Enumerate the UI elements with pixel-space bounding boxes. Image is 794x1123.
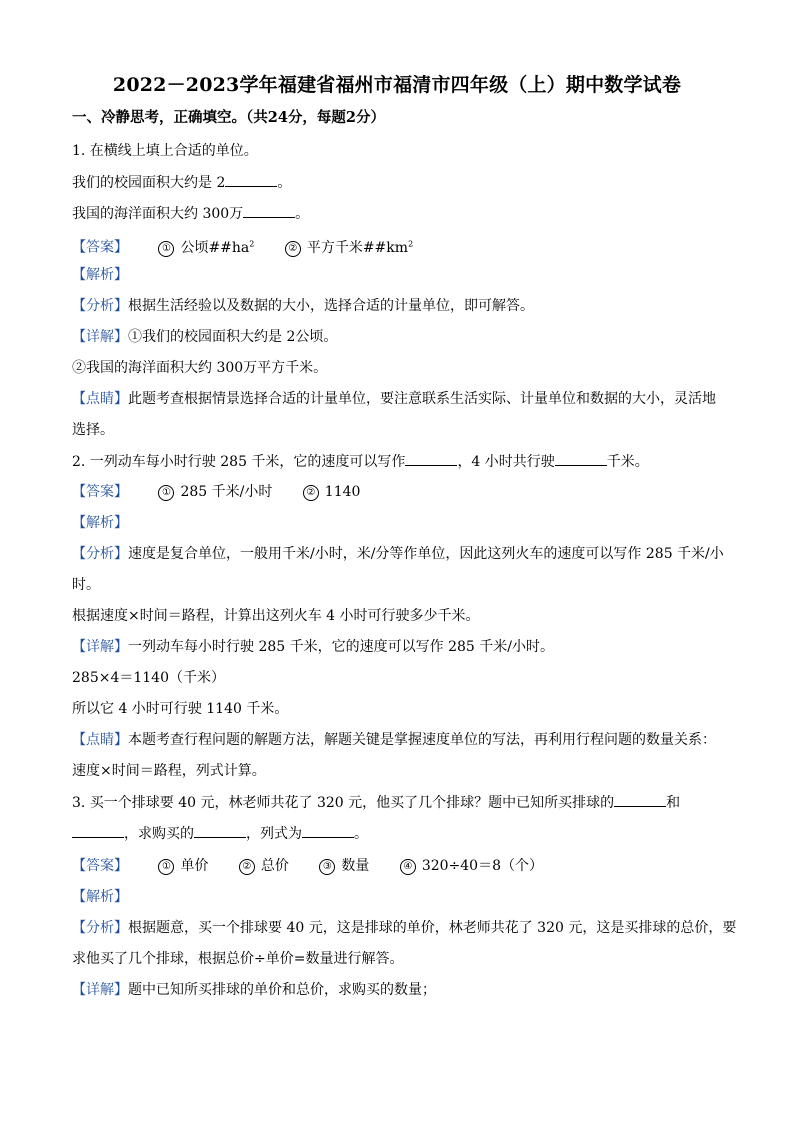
section-heading: 一、冷静思考，正确填空。（共24分，每题2分） [72, 109, 386, 126]
xiangjie-label: 【详解】 [72, 639, 128, 655]
answer-item-2 [239, 858, 289, 874]
q2-calc: 285×4＝1140（千米） [72, 670, 225, 686]
xiangjie-text: ①我们的校园面积大约是 2公顷。 [128, 329, 338, 345]
fenxi-label: 【分析】 [72, 546, 128, 562]
q1-line-a-text: 我们的校园面积大约是 2 [72, 175, 226, 191]
fill-blank[interactable] [72, 823, 124, 838]
q3-fenxi-2: 求他买了几个排球，根据总价÷单价=数量进行解答。 [72, 951, 404, 967]
fenxi-label: 【分析】 [72, 920, 128, 936]
q2-fenxi-3: 根据速度×时间＝路程，计算出这列火车 4 小时可行驶多少千米。 [72, 608, 480, 624]
dianjing-text: 此题考查根据情景选择合适的计量单位，要注意联系生活实际、计量单位和数据的大小，灵活地 [128, 391, 716, 407]
answer-item-3 [319, 858, 369, 874]
xiangjie-label: 【详解】 [72, 982, 128, 998]
fill-blank[interactable] [405, 451, 457, 466]
answer-label: 【答案】 [72, 858, 128, 874]
superscript: 2 [408, 239, 414, 248]
analysis-label: 【解析】 [72, 515, 128, 531]
q3-xiangjie [72, 980, 722, 1000]
q2-stem-c: 千米。 [606, 454, 649, 470]
q2-fenxi [72, 544, 722, 564]
q2-fenxi-2: 时。 [72, 577, 100, 593]
answer-item-1 [158, 858, 208, 874]
q1-line-a-end: 。 [277, 175, 292, 191]
analysis-label: 【解析】 [72, 267, 128, 283]
q1-dianjing-2: 选择。 [72, 422, 114, 438]
q1-xiangjie [72, 327, 722, 347]
fill-blank[interactable] [243, 203, 295, 218]
analysis-label: 【解析】 [72, 889, 128, 905]
q3-answer [72, 856, 722, 876]
answer-item-4 [400, 858, 543, 874]
circle-marker-4: ④ [400, 859, 416, 875]
q1-stem: 1. 在横线上填上合适的单位。 [72, 143, 258, 159]
q1-fenxi [72, 296, 722, 316]
circle-marker-3: ③ [319, 859, 335, 875]
fill-blank[interactable] [194, 823, 246, 838]
answer-item-1 [158, 484, 272, 500]
q3-stem-c: ，求购买的 [124, 826, 194, 842]
answer-item-1 [158, 240, 254, 256]
q1-line-b-end: 。 [295, 206, 310, 222]
answer-text: 1140 [324, 484, 361, 500]
fenxi-label: 【分析】 [72, 298, 128, 314]
answer-text: 公顷##ha [180, 239, 250, 256]
q1-line-b-text: 我国的海洋面积大约 300万 [72, 206, 244, 222]
q3-stem-b: 和 [666, 795, 681, 811]
answer-label: 【答案】 [72, 239, 128, 256]
circle-marker-2: ② [239, 859, 255, 875]
circle-marker-1: ① [158, 241, 174, 257]
q1-answer [72, 234, 722, 258]
superscript: 2 [249, 239, 255, 248]
fill-blank[interactable] [614, 792, 666, 807]
q3-fenxi [72, 918, 737, 938]
answer-text: 285 千米/小时 [180, 484, 273, 500]
answer-text: 数量 [341, 858, 370, 874]
dianjing-label: 【点睛】 [72, 732, 128, 748]
xiangjie-label: 【详解】 [72, 329, 128, 345]
fill-blank[interactable] [302, 823, 354, 838]
answer-item-2 [285, 240, 413, 256]
dianjing-text: 本题考查行程问题的解题方法，解题关键是掌握速度单位的写法，再利用行程问题的数量关系： [128, 732, 716, 748]
fill-blank[interactable] [225, 172, 277, 187]
q3-stem-e: 。 [354, 826, 368, 842]
q2-stem [72, 451, 722, 472]
q3-stem-d: ，列式为 [246, 826, 302, 842]
q3-stem [72, 792, 722, 813]
answer-item-2 [303, 484, 361, 500]
q1-dianjing [72, 389, 722, 409]
q3-stem-a: 3. 买一个排球要 40 元，林老师共花了 320 元，他买了几个排球？题中已知所买排球的 [72, 795, 615, 811]
q2-answer [72, 482, 722, 502]
fill-blank[interactable] [555, 451, 607, 466]
circle-marker-2: ② [303, 485, 319, 501]
answer-text: 总价 [260, 858, 289, 874]
answer-text: 单价 [180, 858, 209, 874]
q2-stem-b: ，4 小时共行驶 [457, 454, 555, 470]
q1-xiangjie-2: ②我国的海洋面积大约 300万平方千米。 [72, 360, 328, 376]
fenxi-text: 根据题意，买一个排球要 40 元，这是排球的单价，林老师共花了 320 元，这是买排球的总价，要 [128, 920, 737, 936]
circle-marker-1: ① [158, 485, 174, 501]
q2-stem-a: 2. 一列动车每小时行驶 285 千米，它的速度可以写作 [72, 454, 406, 470]
q2-dianjing-2: 速度×时间＝路程，列式计算。 [72, 763, 266, 779]
answer-text: 320÷40＝8（个） [421, 858, 543, 874]
answer-text: 平方千米##km [306, 239, 409, 256]
fenxi-text: 根据生活经验以及数据的大小，选择合适的计量单位，即可解答。 [128, 298, 534, 314]
q1-line-b [72, 203, 722, 224]
q2-dianjing [72, 730, 722, 750]
xiangjie-text: 一列动车每小时行驶 285 千米，它的速度可以写作 285 千米/小时。 [128, 639, 554, 655]
fenxi-text: 速度是复合单位，一般用千米/小时，米/分等作单位，因此这列火车的速度可以写作 285 千米/小 [128, 546, 724, 562]
xiangjie-text: 题中已知所买排球的单价和总价，求购买的数量； [128, 982, 436, 998]
page-title: 2022－2023学年福建省福州市福清市四年级（上）期中数学试卷 [112, 74, 682, 96]
q3-stem-line-2 [72, 823, 722, 844]
circle-marker-2: ② [285, 241, 301, 257]
circle-marker-1: ① [158, 859, 174, 875]
dianjing-label: 【点睛】 [72, 391, 128, 407]
q2-xiangjie [72, 637, 722, 657]
q2-calc-2: 所以它 4 小时可行驶 1140 千米。 [72, 701, 289, 717]
q1-line-a [72, 172, 722, 193]
answer-label: 【答案】 [72, 484, 128, 500]
